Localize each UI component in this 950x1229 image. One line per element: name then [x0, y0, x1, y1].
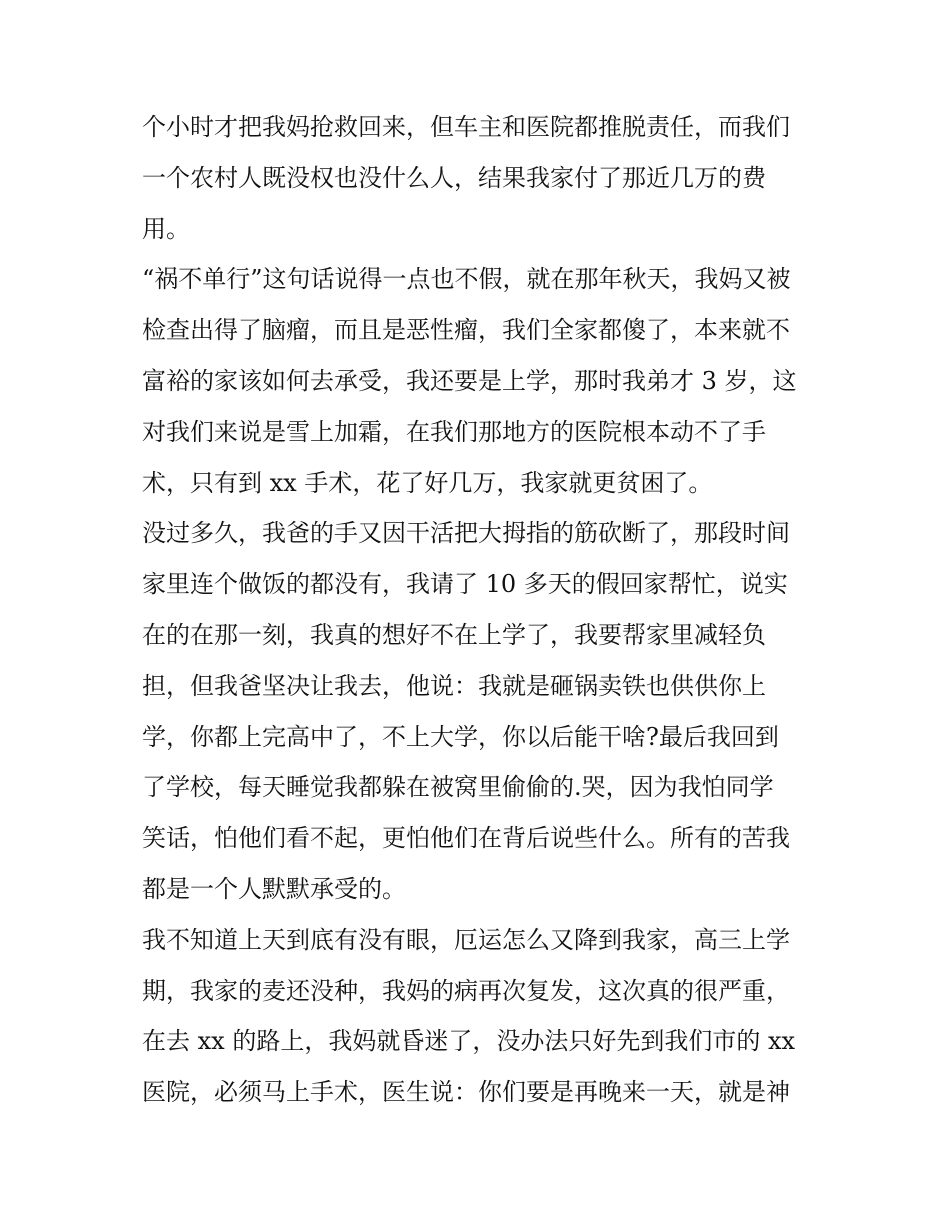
text-line: 对我们来说是雪上加霜，在我们那地方的医院根本动不了手 — [142, 417, 766, 446]
paragraph-2 — [142, 254, 814, 508]
text-line: 笑话，怕他们看不起，更怕他们在背后说些什么。所有的苦我 — [142, 824, 790, 853]
text-line: 在去 xx 的路上，我妈就昏迷了，没办法只好先到我们市的 xx — [142, 1027, 796, 1056]
text-line: 一个农村人既没权也没什么人，结果我家付了那近几万的费 — [142, 163, 766, 192]
text-line: 都是一个人默默承受的。 — [142, 874, 406, 903]
text-line: 没过多久，我爸的手又因干活把大拇指的筋砍断了，那段时间 — [142, 519, 790, 548]
text-line: 医院，必须马上手术，医生说：你们要是再晚来一天，就是神 — [142, 1078, 790, 1107]
text-line: 期，我家的麦还没种，我妈的病再次复发，这次真的很严重， — [142, 976, 790, 1005]
text-line: 了学校，每天睡觉我都躲在被窝里偷偷的.哭，因为我怕同学 — [142, 773, 774, 802]
text-line: 家里连个做饭的都没有，我请了 10 多天的假回家帮忙，说实 — [142, 570, 788, 599]
text-line: 检查出得了脑瘤，而且是恶性瘤，我们全家都傻了，本来就不 — [142, 316, 790, 345]
text-line: 担，但我爸坚决让我去，他说：我就是砸锅卖铁也供供你上 — [142, 671, 766, 700]
paragraph-1 — [142, 102, 814, 254]
paragraph-4 — [142, 915, 814, 1118]
text-line: 用。 — [142, 214, 190, 243]
text-line: 个小时才把我妈抢救回来，但车主和医院都推脱责任，而我们 — [142, 113, 790, 141]
text-line: 我不知道上天到底有没有眼，厄运怎么又降到我家，高三上学 — [142, 925, 790, 954]
text-line: 术，只有到 xx 手术，花了好几万，我家就更贫困了。 — [142, 468, 713, 497]
text-line: 富裕的家该如何去承受，我还要是上学，那时我弟才 3 岁，这 — [142, 366, 797, 395]
document-body — [142, 102, 814, 1118]
text-line: 学，你都上完高中了，不上大学，你以后能干啥?最后我回到 — [142, 722, 779, 751]
paragraph-3 — [142, 508, 814, 914]
text-line: “祸不单行”这句话说得一点也不假，就在那年秋天，我妈又被 — [142, 265, 791, 294]
text-line: 在的在那一刻，我真的想好不在上学了，我要帮家里减轻负 — [142, 620, 766, 649]
